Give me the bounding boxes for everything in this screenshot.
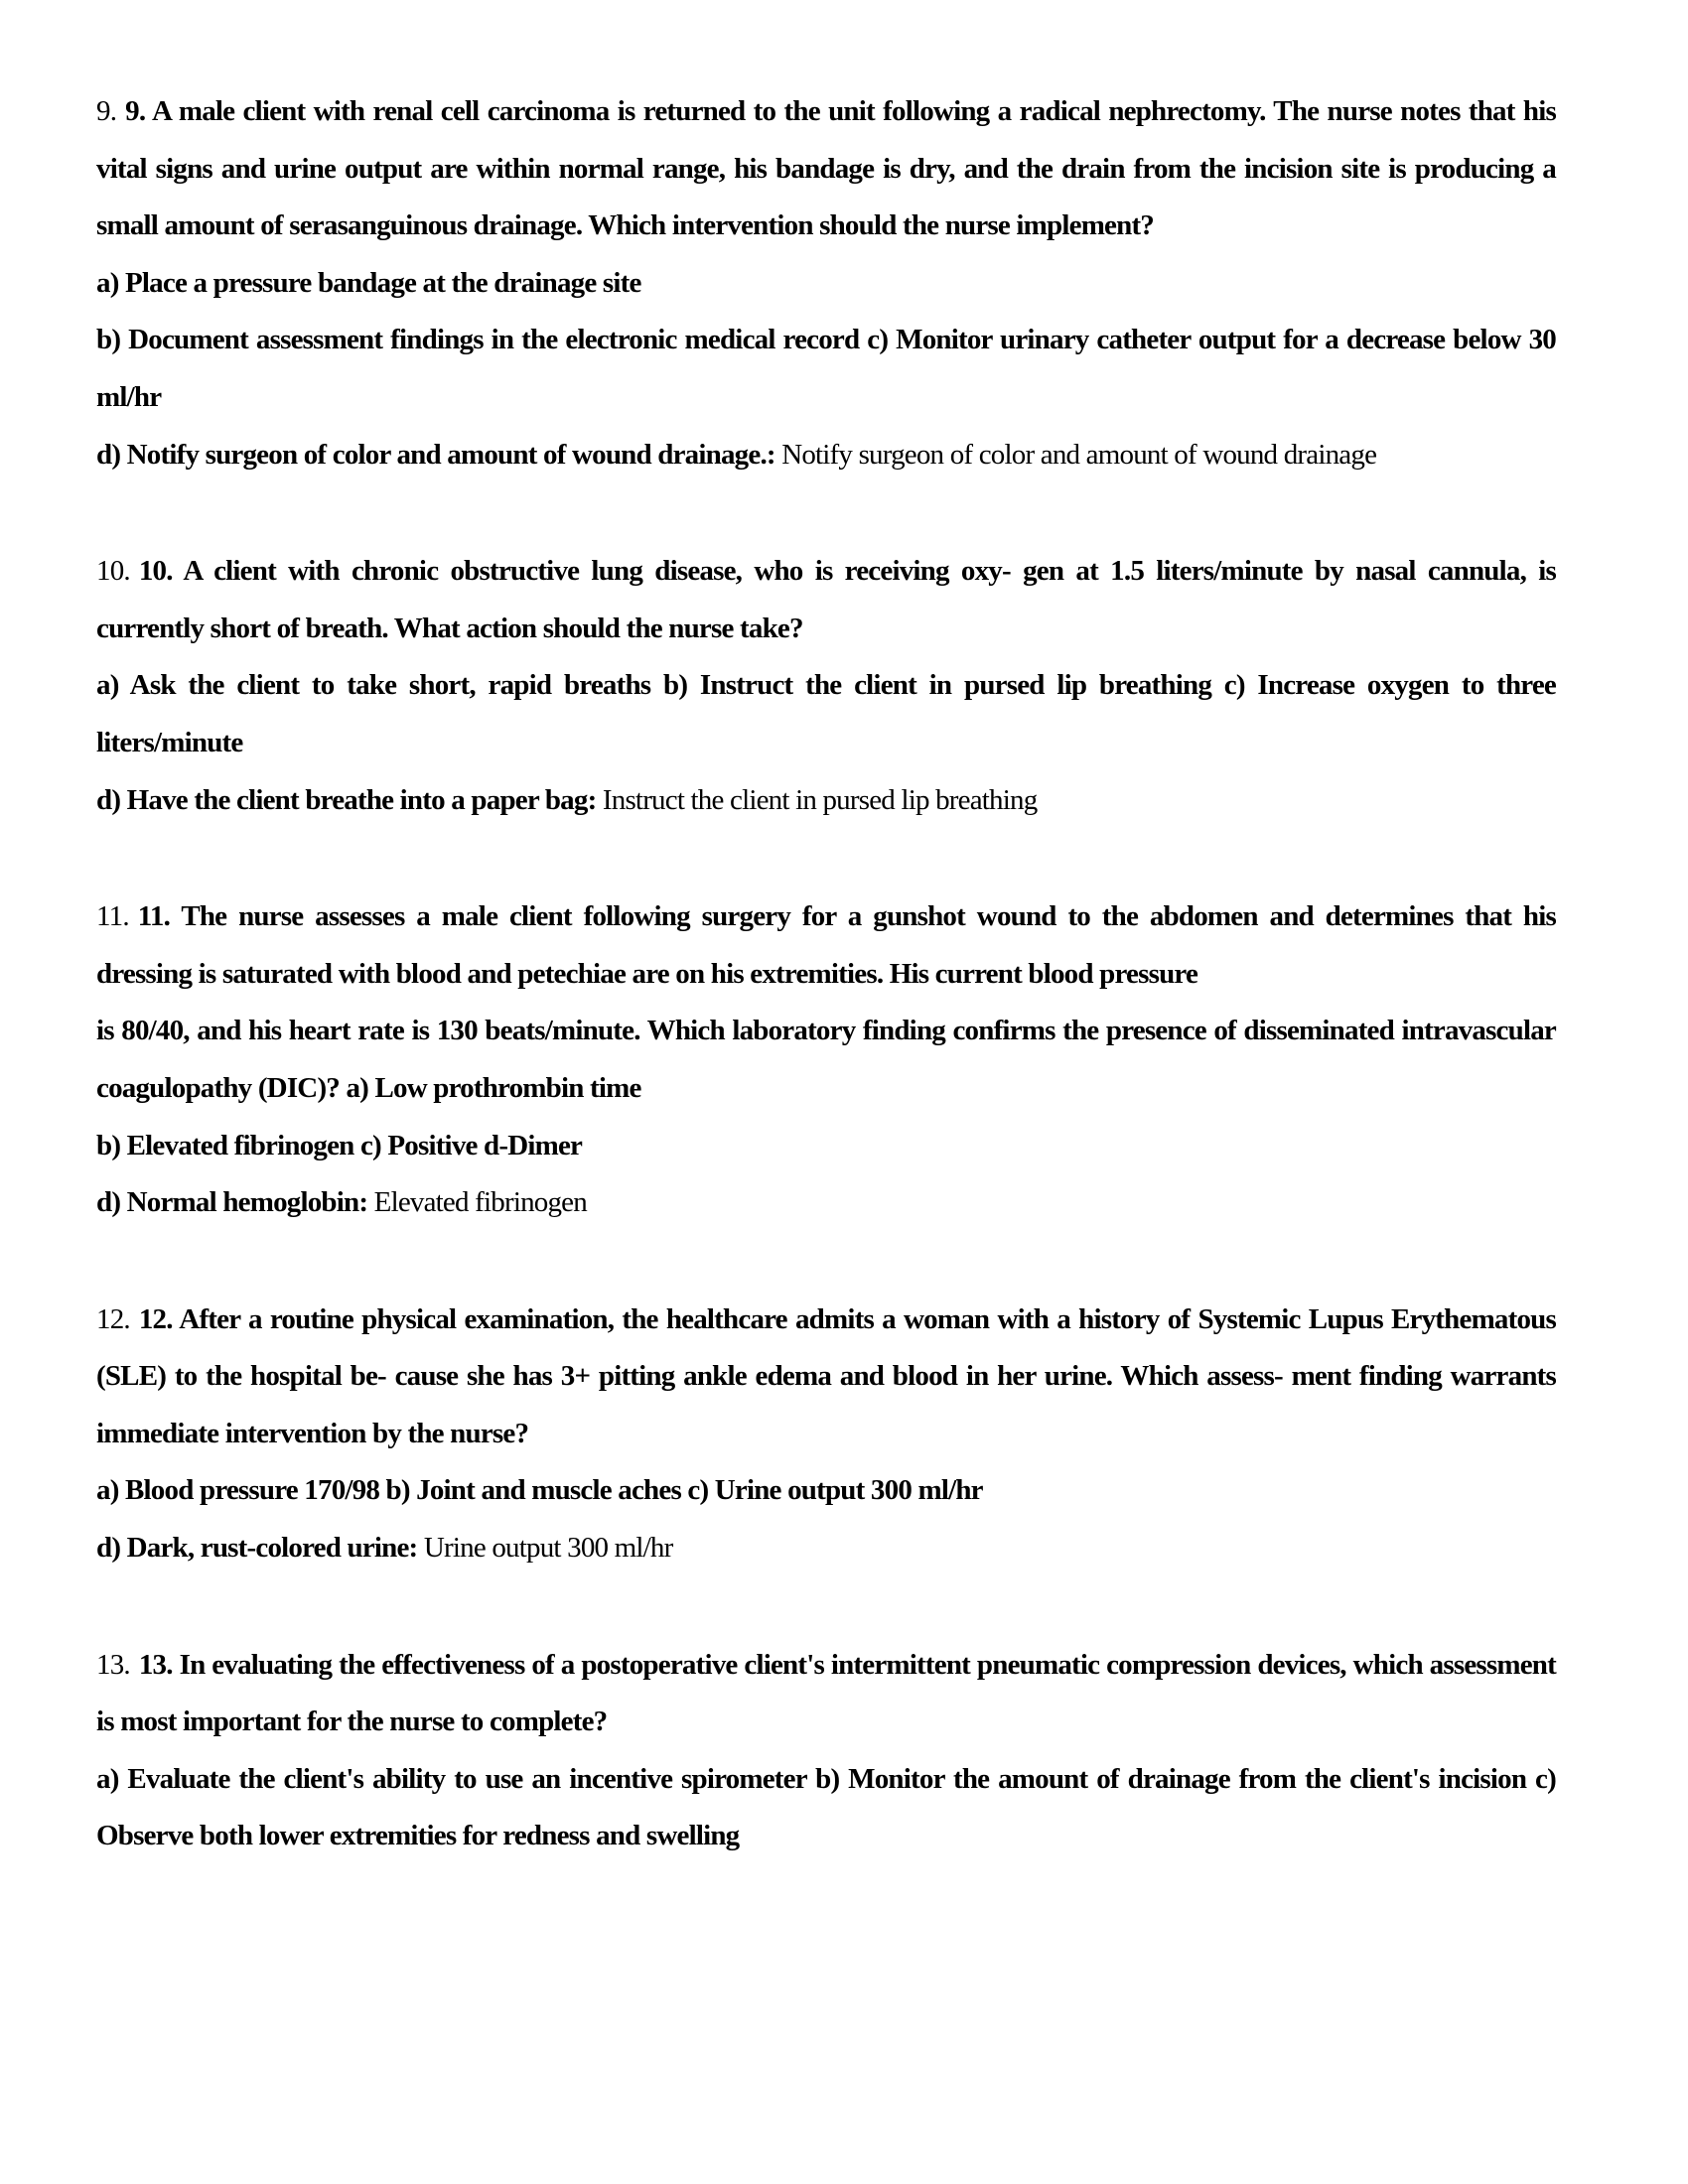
option-bc-paragraph <box>96 1118 1556 1175</box>
list-number: 12. <box>96 1302 130 1335</box>
question-text: is 80/40, and his heart rate is 130 beats/minute. Which laboratory finding confirms the presence of disseminated intravascular coagulopathy (DIC)? a) Low prothrombin time <box>96 1015 1556 1104</box>
option-text: a) Evaluate the client's ability to use an incentive spirometer b) Monitor the amount of drainage from the client's incision c) Observe both lower extremities for redness and swelling <box>96 1762 1556 1852</box>
question-continued-paragraph <box>96 1003 1556 1117</box>
option-text: d) Notify surgeon of color and amount of wound drainage.: <box>96 438 775 471</box>
option-d-answer-paragraph <box>96 427 1556 484</box>
list-number: 10. <box>96 555 130 588</box>
question-block-10 <box>96 543 1556 829</box>
option-text: d) Normal hemoglobin: <box>96 1186 368 1219</box>
question-block-13 <box>96 1637 1556 1865</box>
question-text: 13. In evaluating the effectiveness of a postoperative client's intermittent pneumatic compression devices, which assessment is most important for the nurse to complete? <box>96 1648 1556 1738</box>
option-abc-paragraph <box>96 1462 1556 1520</box>
option-text: a) Place a pressure bandage at the drainage site <box>96 266 641 299</box>
option-text: d) Dark, rust-colored urine: <box>96 1532 418 1565</box>
option-text: d) Have the client breathe into a paper bag: <box>96 783 597 816</box>
question-block-11 <box>96 888 1556 1232</box>
answer-text: Notify surgeon of color and amount of wound drainage <box>774 438 1377 471</box>
option-text: a) Ask the client to take short, rapid breaths b) Instruct the client in pursed lip breathing c) Increase oxygen to three liters/minute <box>96 669 1556 758</box>
list-number: 11. <box>96 900 129 933</box>
option-a-paragraph <box>96 255 1556 313</box>
option-text: b) Elevated fibrinogen c) Positive d-Dimer <box>96 1129 583 1161</box>
list-number: 13. <box>96 1648 130 1681</box>
question-block-9 <box>96 83 1556 483</box>
question-paragraph <box>96 1292 1556 1463</box>
option-bc-paragraph <box>96 312 1556 426</box>
option-abc-paragraph <box>96 1751 1556 1865</box>
question-paragraph <box>96 543 1556 657</box>
question-paragraph <box>96 888 1556 1003</box>
option-d-answer-paragraph <box>96 1174 1556 1232</box>
question-paragraph <box>96 1637 1556 1751</box>
question-block-12 <box>96 1292 1556 1577</box>
option-d-answer-paragraph <box>96 1520 1556 1577</box>
option-text: b) Document assessment findings in the electronic medical record c) Monitor urinary catheter output for a decrease below 30 ml/hr <box>96 324 1556 413</box>
answer-text: Elevated fibrinogen <box>367 1186 587 1219</box>
answer-text: Urine output 300 ml/hr <box>417 1532 673 1565</box>
answer-text: Instruct the client in pursed lip breathing <box>596 783 1038 816</box>
question-text: 12. After a routine physical examination, the healthcare admits a woman with a history of Systemic Lupus Erythematous (SLE) to the hospital be- cause she has 3+ pitting ankle edema and blood in her urine. Which assess- ment finding warrants immediate intervention by the nurse? <box>96 1302 1556 1449</box>
option-text: a) Blood pressure 170/98 b) Joint and muscle aches c) Urine output 300 ml/hr <box>96 1474 983 1507</box>
question-text: 11. The nurse assesses a male client following surgery for a gunshot wound to the abdomen and determines that his dressing is saturated with blood and petechiae are on his extremities. His current blood pressure <box>96 900 1556 990</box>
option-abc-paragraph <box>96 657 1556 771</box>
question-text: 10. A client with chronic obstructive lung disease, who is receiving oxy- gen at 1.5 liters/minute by nasal cannula, is currently short of breath. What action should the nurse take? <box>96 555 1556 644</box>
list-number: 9. <box>96 95 117 127</box>
option-d-answer-paragraph <box>96 772 1556 830</box>
question-text: 9. A male client with renal cell carcinoma is returned to the unit following a radical nephrectomy. The nurse notes that his vital signs and urine output are within normal range, his bandage is dry, and the drain from the incision site is producing a small amount of serasanguinous drainage. Which intervention should the nurse implement? <box>96 95 1556 242</box>
question-paragraph <box>96 83 1556 255</box>
